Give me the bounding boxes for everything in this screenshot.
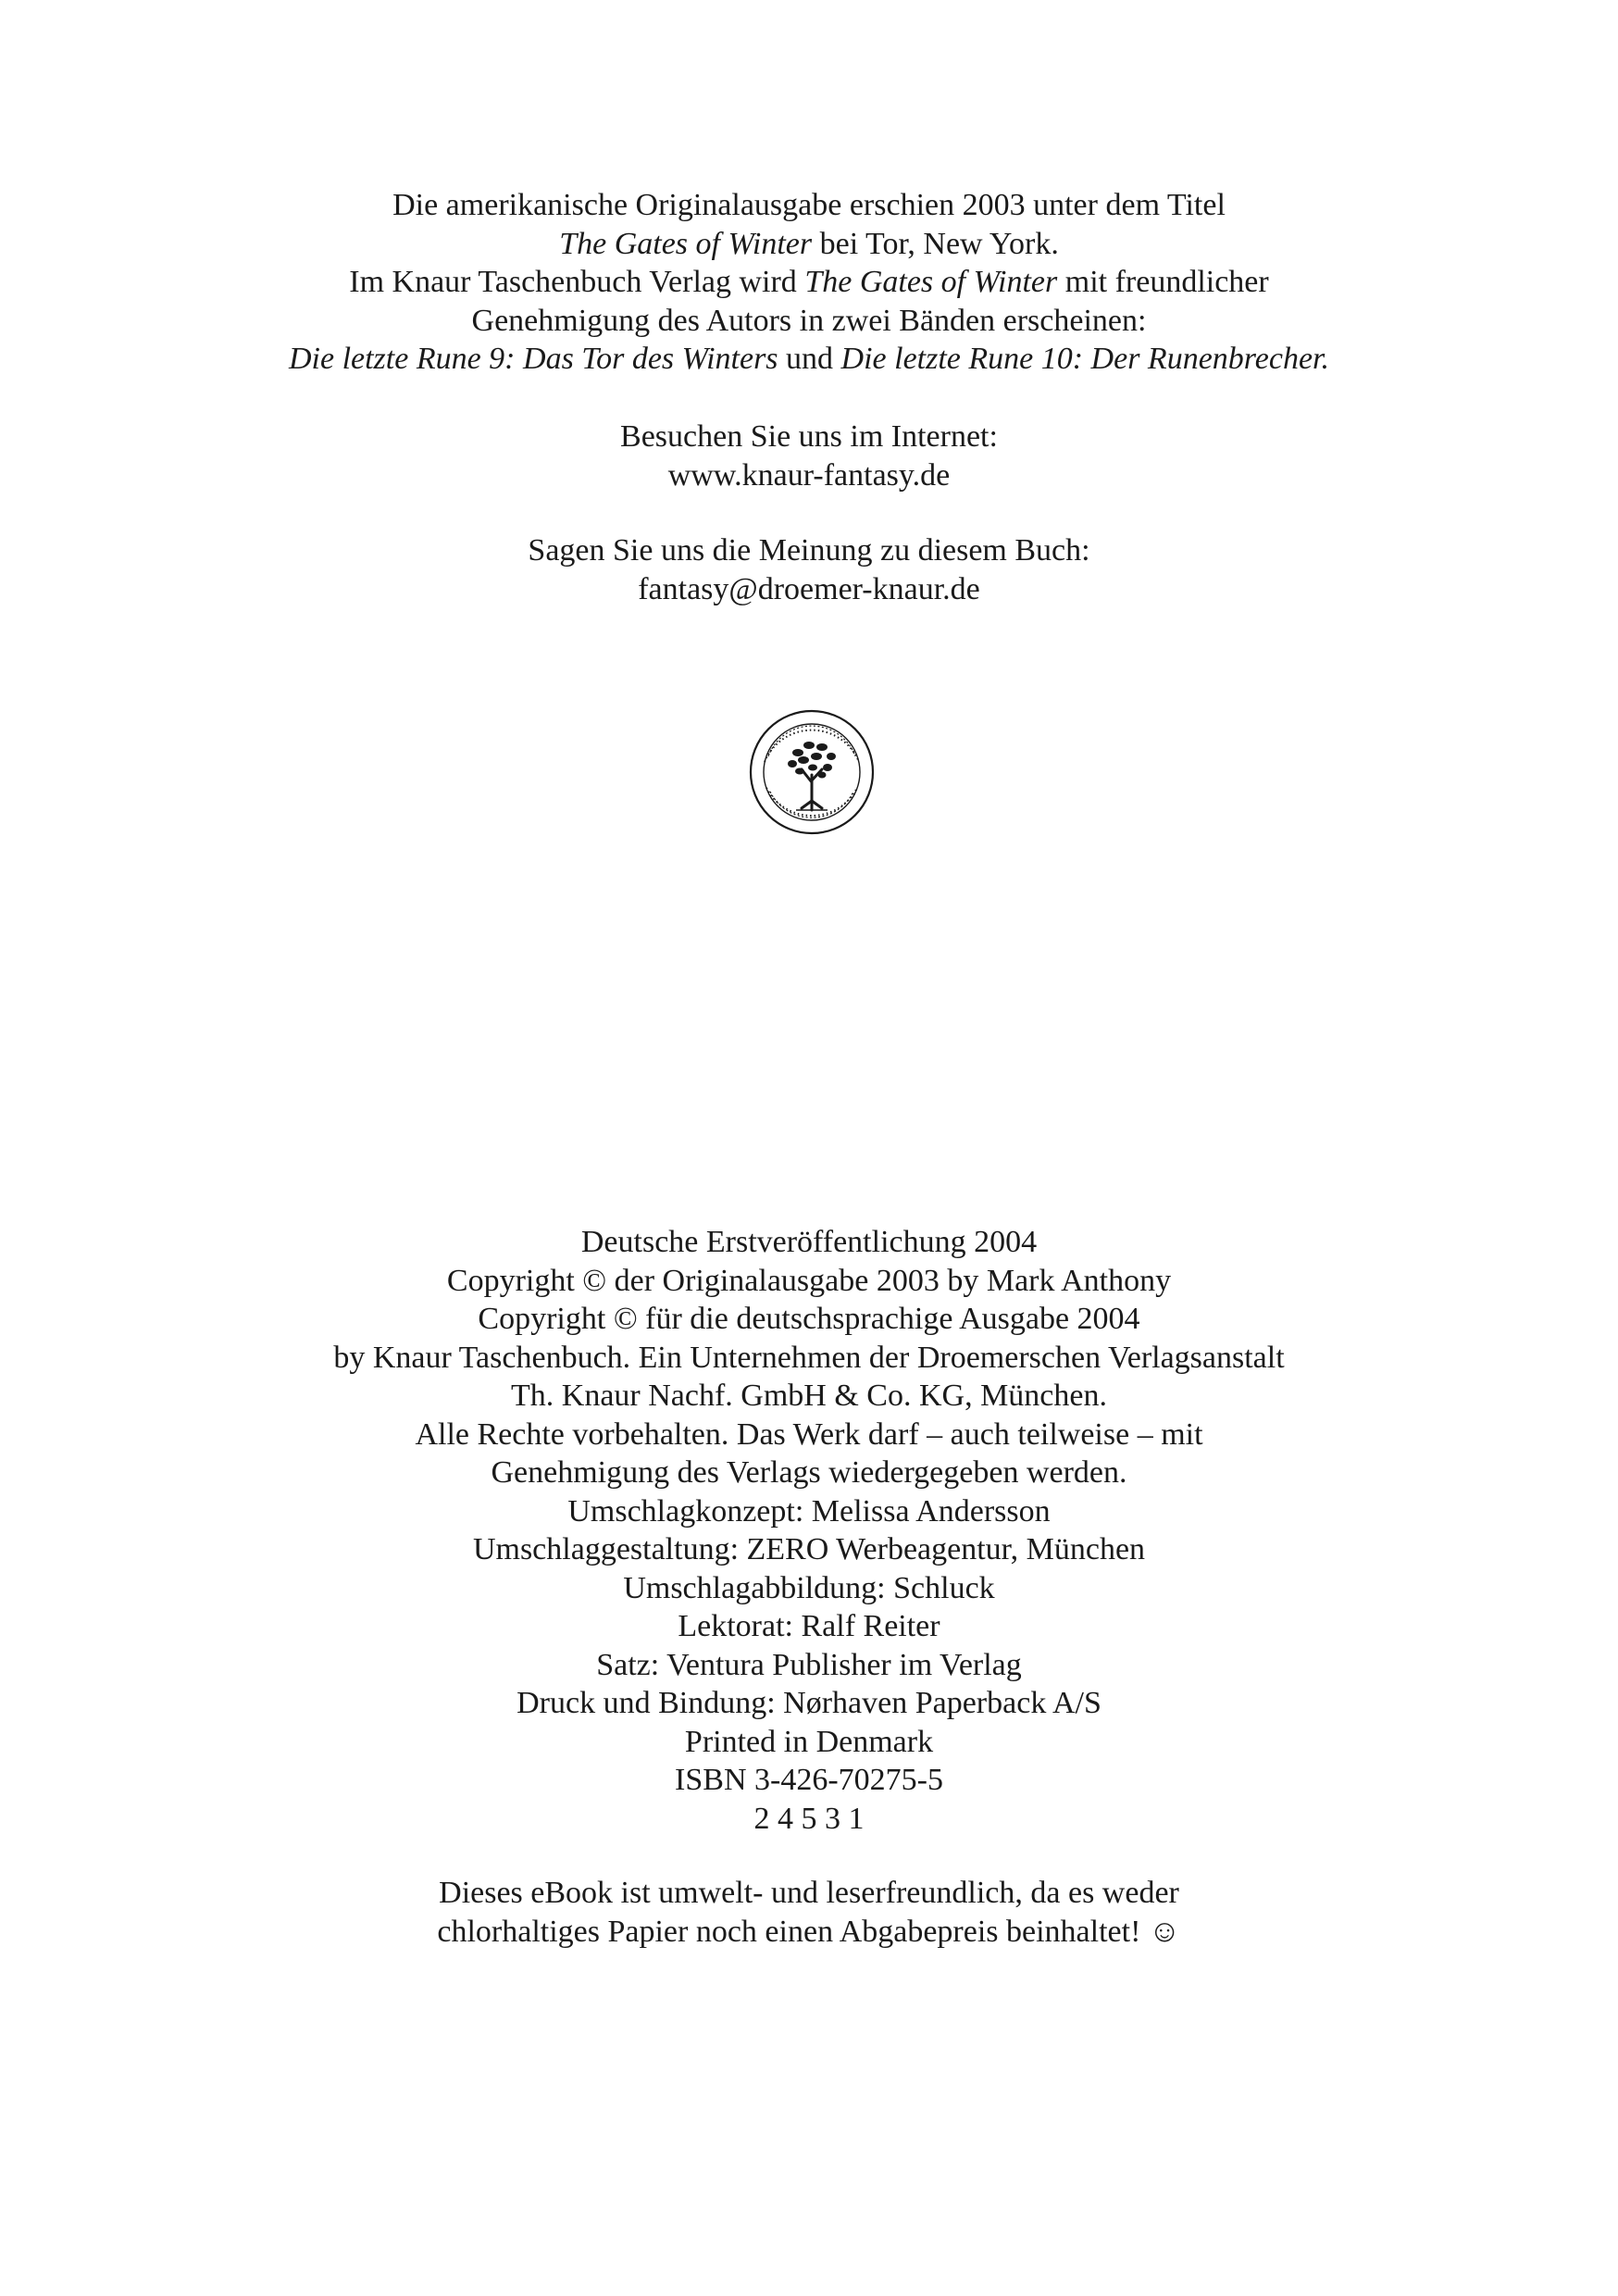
ebook-note — [0, 1874, 1618, 1951]
feedback-email-link[interactable]: fantasy@droemer-knaur.de — [638, 571, 980, 606]
copyright-line: Copyright © für die deutschsprachige Ausgabe 2004 — [478, 1302, 1140, 1336]
copyright-line: by Knaur Taschenbuch. Ein Unternehmen der Droemerschen Verlagsanstalt — [333, 1340, 1285, 1375]
website-link[interactable]: www.knaur-fantasy.de — [667, 457, 951, 493]
internet-note — [0, 418, 1618, 494]
ebook-note-line-1: Dieses eBook ist umwelt- und leserfreundlich, da es weder — [439, 1876, 1179, 1910]
original-edition-line-4: Genehmigung des Autors in zwei Bänden erscheinen: — [471, 303, 1147, 338]
original-edition-line-5 — [0, 340, 1618, 379]
original-edition-line-3 — [0, 263, 1618, 302]
copyright-notice — [0, 1223, 1618, 1838]
copyright-line: Umschlagkonzept: Melissa Andersson — [567, 1493, 1051, 1529]
copyright-line: Deutsche Erstveröffentlichung 2004 — [580, 1225, 1038, 1259]
original-edition-note — [0, 186, 1618, 379]
copyright-line: Lektorat: Ralf Reiter — [678, 1609, 940, 1643]
copyright-line: Copyright © der Originalausgabe 2003 by Mark Anthony — [446, 1263, 1172, 1298]
publisher-tree-seal-icon — [748, 708, 876, 836]
copyright-line: Umschlaggestaltung: ZERO Werbeagentur, München — [472, 1532, 1146, 1566]
copyright-line: Satz: Ventura Publisher im Verlag — [596, 1647, 1022, 1682]
copyright-line: Alle Rechte vorbehalten. Das Werk darf – auch teilweise – mit — [415, 1416, 1203, 1452]
original-edition-line-1: Die amerikanische Originalausgabe erschien 2003 unter dem Titel — [392, 188, 1226, 222]
copyright-line: Umschlagabbildung: Schluck — [623, 1570, 995, 1605]
feedback-note — [0, 531, 1618, 608]
copyright-line: Printed in Denmark — [684, 1724, 934, 1759]
publisher-intro: Im Knaur Taschenbuch Verlag wird — [349, 265, 805, 299]
feedback-label: Sagen Sie uns die Meinung zu diesem Buch: — [528, 533, 1090, 568]
copyright-line: Druck und Bindung: Nørhaven Paperback A/S — [517, 1686, 1101, 1720]
copyright-line: Th. Knaur Nachf. GmbH & Co. KG, München. — [511, 1379, 1107, 1413]
permission-text: mit freundlicher — [1057, 265, 1269, 299]
copyright-line: Genehmigung des Verlags wiedergegeben werden. — [491, 1455, 1127, 1490]
internet-label: Besuchen Sie uns im Internet: — [620, 419, 998, 454]
original-publisher: bei Tor, New York. — [812, 226, 1059, 261]
isbn: ISBN 3-426-70275-5 — [675, 1763, 943, 1797]
original-edition-line-2 — [0, 225, 1618, 264]
print-run-number: 2 4 5 3 1 — [753, 1801, 865, 1836]
original-title-repeat: The Gates of Winter — [804, 265, 1058, 299]
ebook-note-line-2: chlorhaltiges Papier noch einen Abgabepreis beinhaltet! ☺ — [437, 1914, 1181, 1949]
volume-9-title: Die letzte Rune 9: Das Tor des Winters — [288, 342, 778, 376]
volume-conjunction: und — [778, 342, 841, 376]
original-title: The Gates of Winter — [559, 226, 813, 261]
volume-10-title: Die letzte Rune 10: Der Runenbrecher. — [840, 342, 1329, 376]
